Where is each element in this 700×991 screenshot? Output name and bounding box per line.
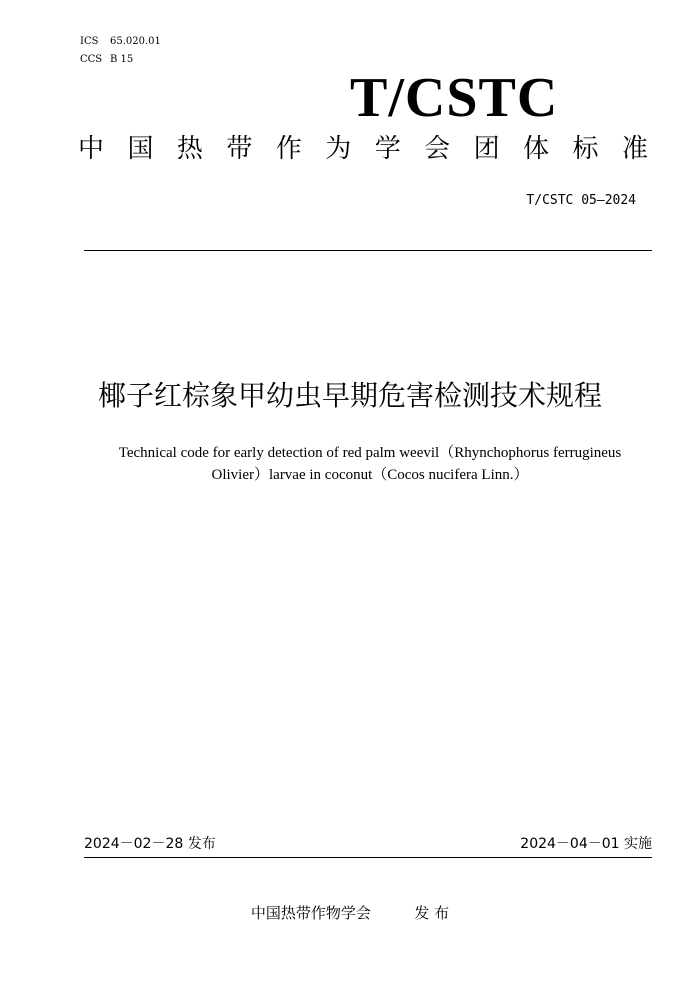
ics-code: 65.020.01: [110, 36, 161, 47]
ics-label: ICS: [80, 36, 99, 47]
ccs-label: CCS: [80, 54, 103, 65]
org-char: 学: [374, 134, 401, 164]
issue-date: 2024－02－28 发布: [84, 836, 216, 852]
ics-line: [80, 37, 161, 47]
publisher-name: 中国热带作物学会: [250, 904, 371, 922]
org-char: 为: [325, 134, 352, 164]
header-divider: [84, 250, 652, 251]
standard-logo: T/CSTC: [350, 67, 559, 129]
org-char: 体: [523, 134, 550, 164]
organization-type: [78, 136, 648, 162]
org-char: 准: [621, 134, 648, 164]
org-char: 热: [176, 134, 203, 164]
publisher-action: 发 布: [414, 904, 450, 922]
title-english-line-1: Technical code for early detection of red palm weevil（Rhynchophorus ferrugineus: [118, 445, 622, 461]
org-char: 作: [275, 134, 302, 164]
title-english: [80, 442, 660, 486]
org-char: 国: [127, 134, 154, 164]
ccs-line: [80, 55, 133, 65]
title-english-line-2: Olivier）larvae in coconut（Cocos nucifera Linn.）: [211, 467, 529, 483]
standard-number: T/CSTC 05—2024: [526, 193, 636, 208]
org-char: 标: [572, 134, 599, 164]
org-char: 带: [226, 134, 253, 164]
org-char: 会: [424, 134, 451, 164]
org-char: 团: [473, 134, 500, 164]
title-chinese: 椰子红棕象甲幼虫早期危害检测技术规程: [97, 379, 602, 412]
ccs-code: B 15: [110, 54, 134, 65]
publisher-line: [0, 906, 700, 921]
org-char: 中: [78, 134, 105, 164]
implementation-date: 2024－04－01 实施: [520, 836, 652, 852]
footer-divider: [84, 857, 652, 858]
